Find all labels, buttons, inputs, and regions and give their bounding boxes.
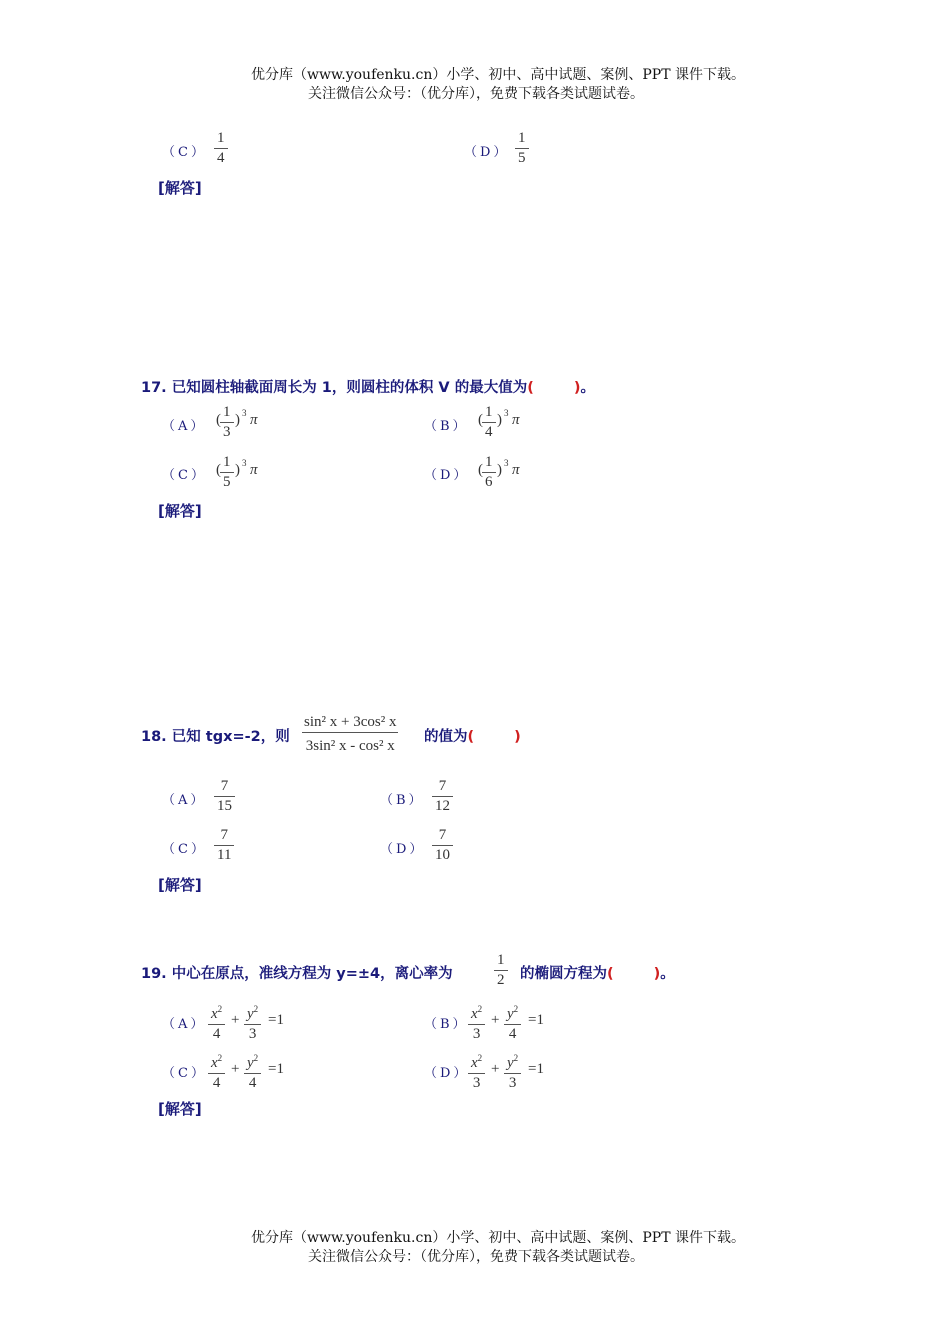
q18-option-d-label: （D） [380,842,426,857]
q18-question-text: 18. 已知 tgx=-2，则 [141,729,290,745]
q17-answer-label: [解答] [158,502,202,520]
q17-text: 17. 已知圆柱轴截面周长为 1，则圆柱的体积 V 的最大值为 [141,380,528,396]
header-line-1: 优分库（www.youfenku.cn）小学、初中、高中试题、案例、PPT 课件下载。 [250,67,745,83]
q19-answer-label: [解答] [158,1100,202,1118]
q18-question-tail: 的值为( ) [424,729,521,745]
q19-question-tail: 的椭圆方程为( )。 [520,966,675,982]
q17-tail: 。 [580,380,595,396]
q16-option-c-label: （C） [162,145,207,160]
q19-option-d-label: （D） [424,1066,470,1081]
page-header [0,66,950,104]
q19-paren-open: ( [607,966,614,982]
q17-option-c-label: （C） [162,468,207,483]
q19-paren-close: ) [653,966,661,982]
q18-expression: $\frac{\text{sin² x + 3cos² x}}{\text{3sin² x - cos² x}}$ [304,714,397,754]
q17-question [141,376,595,397]
q18-answer-label: [解答] [158,876,202,894]
q17-paren-open: ( [527,380,534,396]
q19-option-c-label: （C） [162,1066,207,1081]
page-footer [0,1229,950,1267]
q19-question-text: 19. 中心在原点，准线方程为 y=±4，离心率为 [141,966,453,982]
q19-option-a-label: （A） [162,1017,207,1032]
q19-eccentricity: $\frac{1}{2}$ [494,951,508,990]
q18-paren-open: ( [467,729,475,745]
q16-option-d-fraction: $\frac{1}{5}$ [515,129,529,168]
q18-option-c-label: （C） [162,842,207,857]
q18-option-b-fraction: $\frac{7}{12}$ [432,777,453,816]
q17-option-b-label: （B） [424,419,469,434]
q18-option-c-fraction: $\frac{7}{11}$ [214,826,234,865]
q16-option-d-label: （D） [464,145,510,160]
q18-option-a-fraction: $\frac{7}{15}$ [214,777,235,816]
q17-paren-close: ) [573,380,581,396]
q18-option-a-label: （A） [162,793,207,808]
q17-option-a-label: （A） [162,419,207,434]
header-line-2: 关注微信公众号：（优分库），免费下载各类试题试卷。 [308,86,644,102]
q19-option-b-label: （B） [424,1017,469,1032]
footer-line-2: 关注微信公众号：（优分库），免费下载各类试题试卷。 [308,1249,644,1265]
q18-paren-close: ) [514,729,521,745]
q16-answer-label: [解答] [158,179,202,197]
footer-line-1: 优分库（www.youfenku.cn）小学、初中、高中试题、案例、PPT 课件下载。 [250,1230,745,1246]
q18-option-b-label: （B） [380,793,425,808]
q16-option-c-fraction: $\frac{1}{4}$ [214,129,228,168]
q17-option-d-label: （D） [424,468,470,483]
q18-option-d-fraction: $\frac{7}{10}$ [432,826,453,865]
